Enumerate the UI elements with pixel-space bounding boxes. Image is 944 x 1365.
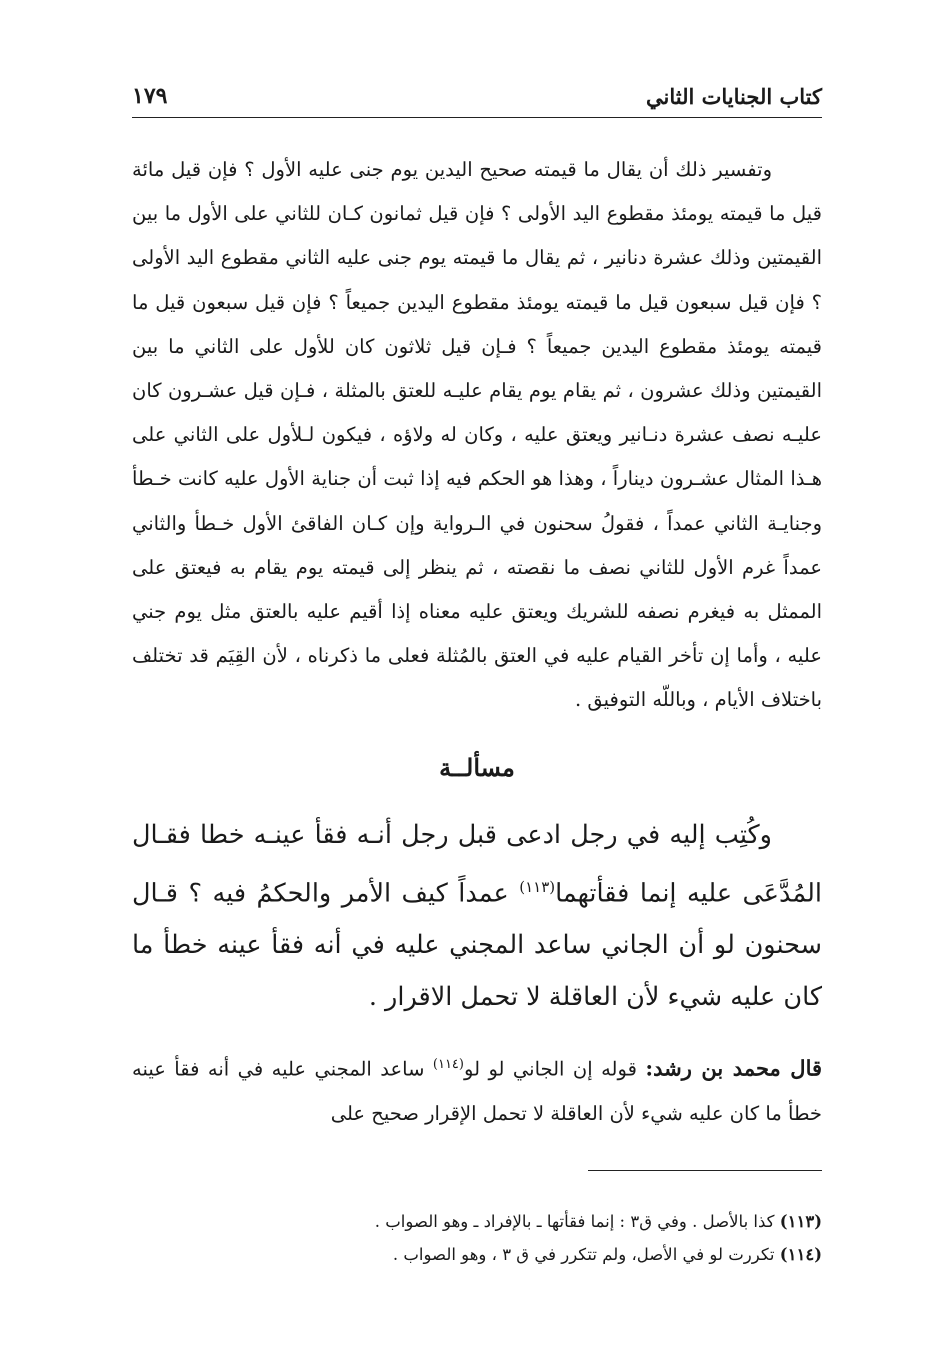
question-text-end: عمداً كيف الأمر والحكمُ فيه ؟ قـال سحنون لو أن الجاني ساعد المجني عليه في أنه فقأ عينه خطأ ما كان عليه شيء لأن العاقلة لا تحمل الاقرار . — [132, 878, 822, 1013]
question-text-start: وكُتِب إليه في رجل ادعى قبل رجل أنـه فقأ عينـه خطا فقـال المُدَّعَى عليه إنما فقأتهما — [132, 819, 822, 909]
commentary-text-start: قوله إن الجاني لو لو — [464, 1057, 646, 1081]
paragraph-question — [132, 809, 822, 1024]
running-header — [132, 78, 822, 118]
footnote-text: تكررت لو في الأصل، ولم تتكرر في ق ٣ ، وهو الصواب . — [392, 1245, 780, 1264]
running-title: كتاب الجنايات الثاني — [646, 84, 822, 109]
footnote-divider — [588, 1170, 822, 1171]
footnotes — [132, 1205, 822, 1271]
commentary-lead: قال محمد بن رشد: — [645, 1055, 823, 1081]
footnote-marker: (١١٣) — [779, 1212, 822, 1231]
section-heading: مسألــة — [439, 752, 515, 782]
footnote-marker: (١١٤) — [779, 1245, 822, 1264]
commentary-text-end: ساعد المجني عليه في أنه فقأ عينه خطأ ما كان عليه شيء لأن العاقلة لا تحمل الإقرار صحيح على — [132, 1057, 822, 1125]
footnote-item — [132, 1238, 822, 1271]
footnote-ref-114[interactable]: (١١٤) — [432, 1057, 464, 1073]
footnote-text: كذا بالأصل . وفي ق٣ : إنما فقأتها ـ بالإفراد ـ وهو الصواب . — [374, 1212, 780, 1231]
footnote-ref-113[interactable]: (١١٣) — [519, 877, 556, 896]
page-number: ١٧٩ — [132, 83, 168, 109]
paragraph-explanation: وتفسير ذلك أن يقال ما قيمته صحيح اليدين يوم جنى عليه الأول ؟ فإن قيل مائة قيل ما قيمته يومئذ مقطوع اليد الأولى ؟ فإن قيل ثمانون كـان للثاني على الأول ما بين القيمتين وذلك عشرة دنانير ، ثم يقال ما قيمته يوم جنى عليه الثاني مقطوع اليد الأولى ؟ فإن قيل سبعون قيل ما قيمته يومئذ مقطوع اليدين جميعاً ؟ فإن قيل سبعون قيل ما قيمته يومئذ مقطوع اليدين جميعاً ؟ فـإن قيل ثلاثون كان للأول على الثاني ما بين القيمتين وذلك عشرون ، ثم يقام يوم يقام عليـه للعتق بالمثلة ، فـإن قيل عشـرون كان عليـه نصف عشرة دنـانير ويعتق عليه ، وكان له ولاؤه ، فيكون لـلأول على الثاني على هـذا المثال عشـرون ديناراً ، وهذا هو الحكم فيه إذا ثبت أن جناية الأول عليه كانت خـطأ وجنايـة الثاني عمداً ، فقولُ سحنون في الـرواية وإن كـان الفاقئ الأول خـطأ والثاني عمداً غرم الأول للثاني نصف ما نقصته ، ثم ينظر إلى قيمته يوم يقام به فيعتق على الممثل به فيغرم نصفه للشريك ويعتق عليه معناه إذا أقيم عليه بالعتق مثل يوم جني عليه ، وأما إن تأخر القيام عليه في العتق بالمُثلة فعلى ما ذكرناه ، لأن القِيَم قد تختلف باختلاف الأيام ، وباللّه التوفيق . — [132, 158, 822, 712]
paragraph-commentary — [132, 1043, 822, 1136]
main-text — [132, 148, 822, 1136]
footnote-item — [132, 1205, 822, 1238]
